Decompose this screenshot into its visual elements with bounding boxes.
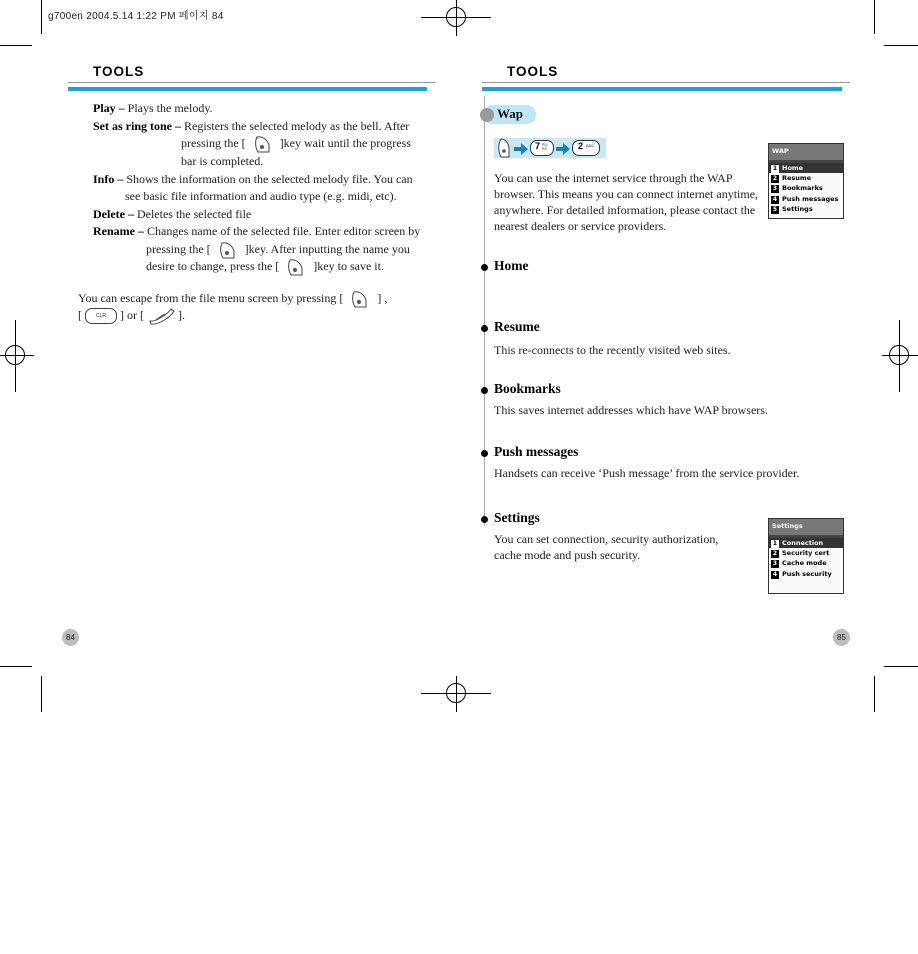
item-info-line2: see basic file information and audio type (e.g. midi, etc). bbox=[125, 189, 397, 203]
item-set-ring-tone-line3: bar is completed. bbox=[181, 154, 264, 168]
bookmarks-heading: Bookmarks bbox=[494, 381, 561, 396]
arrow-right-icon bbox=[556, 142, 570, 160]
menu-key-icon bbox=[496, 138, 512, 163]
bullet-icon bbox=[481, 516, 488, 523]
page-number-left: 84 bbox=[62, 629, 79, 646]
left-title-rule bbox=[68, 82, 436, 83]
escape-line-1: You can escape from the file menu screen by pressing [ ] , bbox=[78, 290, 387, 308]
wap-screen-item: 2 Resume bbox=[772, 174, 812, 183]
wap-menu-screen bbox=[768, 143, 844, 219]
key-sequence bbox=[494, 138, 606, 158]
wap-intro-line-3: anywhere. For detailed information, please contact the bbox=[494, 203, 756, 217]
settings-screen-item: 2 Security cert bbox=[772, 549, 830, 558]
home-heading: Home bbox=[494, 258, 529, 273]
wap-intro-line-4: nearest dealers or service providers. bbox=[494, 219, 667, 233]
item-play: Play – Plays the melody. bbox=[93, 101, 213, 115]
escape-line-2: [ CLR ] or [ ]. bbox=[78, 307, 185, 325]
print-header: g700en 2004.5.14 1:22 PM 페이지 84 bbox=[48, 11, 224, 22]
ok-key-icon bbox=[214, 241, 242, 259]
wap-screen-item: 3 Bookmarks bbox=[772, 184, 823, 193]
settings-menu-screen bbox=[768, 518, 844, 594]
ok-key-icon bbox=[249, 135, 277, 153]
bullet-icon bbox=[481, 325, 488, 332]
bookmarks-desc: This saves internet addresses which have WAP browsers. bbox=[494, 403, 768, 417]
left-blue-rule bbox=[68, 87, 427, 91]
right-blue-rule bbox=[482, 87, 842, 91]
wap-section-label: Wap bbox=[497, 106, 524, 121]
item-rename-line3: desire to change, press the [ ]key to save it. bbox=[146, 258, 384, 276]
wap-intro-line-2: browser. This means you can connect internet anytime, bbox=[494, 187, 759, 201]
item-rename: Rename – Changes name of the selected file. Enter editor screen by bbox=[93, 224, 421, 238]
resume-desc: This re-connects to the recently visited web sites. bbox=[494, 343, 731, 357]
section-dot-icon bbox=[480, 108, 494, 122]
bullet-icon bbox=[481, 387, 488, 394]
wap-screen-item: 1 Home bbox=[769, 163, 843, 173]
push-messages-heading: Push messages bbox=[494, 444, 579, 459]
bullet-icon bbox=[481, 450, 488, 457]
item-rename-line2: pressing the [ ]key. After inputting the name you bbox=[146, 241, 410, 259]
ok-key-icon bbox=[346, 290, 374, 308]
settings-heading: Settings bbox=[494, 510, 540, 525]
settings-screen-title: Settings bbox=[769, 519, 843, 538]
key-2-icon: 2 ABC bbox=[572, 140, 600, 156]
settings-desc-line-2: cache mode and push security. bbox=[494, 548, 641, 562]
wap-screen-item: 5 Settings bbox=[772, 204, 813, 213]
resume-heading: Resume bbox=[494, 319, 540, 334]
right-section-title: TOOLS bbox=[507, 64, 559, 79]
push-messages-desc: Handsets can receive ‘Push message’ from the service provider. bbox=[494, 466, 800, 480]
settings-desc-line-1: You can set connection, security authorization, bbox=[494, 532, 719, 546]
settings-screen-item: 4 Push security bbox=[772, 569, 832, 578]
item-set-ring-tone: Set as ring tone – Registers the selected melody as the bell. After bbox=[93, 119, 410, 133]
wap-screen-title: WAP bbox=[769, 144, 843, 163]
key-7-icon: 7 PQ RS bbox=[530, 140, 554, 156]
settings-screen-item: 1 Connection bbox=[769, 538, 843, 548]
item-info: Info – Shows the information on the selected melody file. You can bbox=[93, 172, 413, 186]
settings-screen-item: 3 Cache mode bbox=[772, 559, 827, 568]
bullet-icon bbox=[481, 264, 488, 271]
end-key-icon bbox=[147, 307, 175, 325]
arrow-right-icon bbox=[514, 142, 528, 160]
left-section-title: TOOLS bbox=[93, 64, 145, 79]
wap-screen-item: 4 Push messages bbox=[772, 194, 839, 203]
section-guide-line bbox=[484, 96, 485, 526]
page-number-right: 85 bbox=[833, 629, 850, 646]
item-delete: Delete – Deletes the selected file bbox=[93, 207, 252, 221]
right-title-rule bbox=[482, 82, 850, 83]
ok-key-icon bbox=[282, 258, 310, 276]
wap-intro-line-1: You can use the internet service through the WAP bbox=[494, 171, 733, 185]
clear-key-icon: CLR bbox=[85, 308, 117, 324]
item-set-ring-tone-line2: pressing the [ ]key wait until the progress bbox=[181, 135, 411, 153]
